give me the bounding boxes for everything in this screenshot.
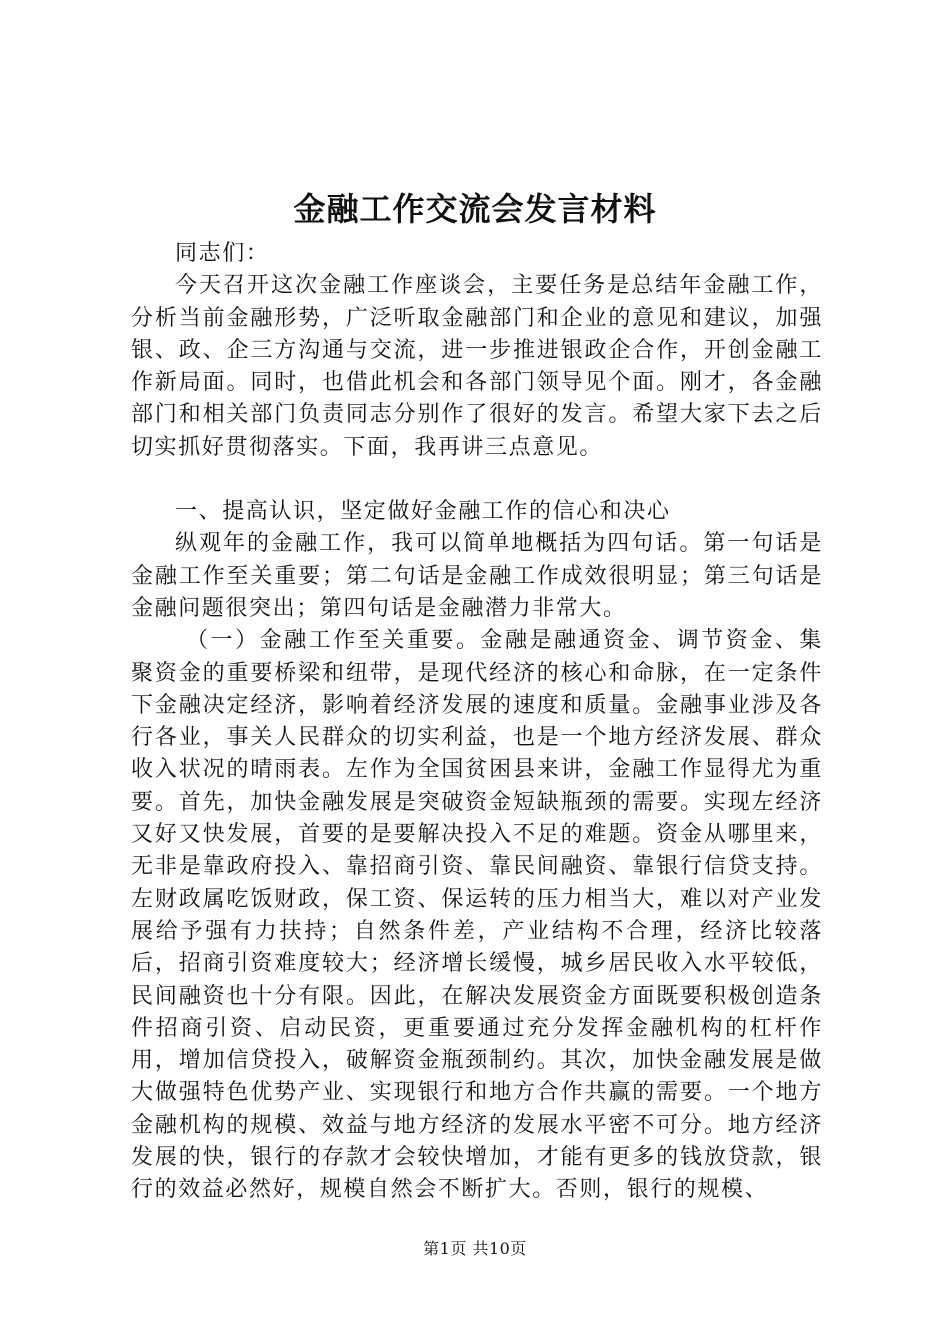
page-footer: 第1页 共10页 [423, 1239, 527, 1258]
document-body [131, 238, 823, 1207]
paragraph-overview: 纵观年的金融工作，我可以简单地概括为四句话。第一句话是金融工作至关重要；第二句话是金融工作成效很明显；第三句话是金融问题很突出；第四句话是金融潜力非常大。 [131, 531, 823, 621]
paragraph-intro: 今天召开这次金融工作座谈会，主要任务是总结年金融工作，分析当前金融形势，广泛听取金融部门和企业的意见和建议，加强银、政、企三方沟通与交流，进一步推进银政企合作，开创金融工作新局面。同时，也借此机会和各部门领导见个面。刚才，各金融部门和相关部门负责同志分别作了很好的发言。希望大家下去之后切实抓好贯彻落实。下面，我再讲三点意见。 [131, 273, 823, 460]
section-heading-1: 一、提高认识，坚定做好金融工作的信心和决心 [175, 499, 671, 525]
document-title: 金融工作交流会发言材料 [293, 190, 657, 228]
paragraph-subsection-1: （一）金融工作至关重要。金融是融通资金、调节资金、集聚资金的重要桥梁和纽带，是现代经济的核心和命脉，在一定条件下金融决定经济，影响着经济发展的速度和质量。金融事业涉及各行各业，事关人民群众的切实利益，也是一个地方经济发展、群众收入状况的晴雨表。左作为全国贫困县来讲，金融工作显得尤为重要。首先，加快金融发展是突破资金短缺瓶颈的需要。实现左经济又好又快发展，首要的是要解决投入不足的难题。资金从哪里来，无非是靠政府投入、靠招商引资、靠民间融资、靠银行信贷支持。左财政属吃饭财政，保工资、保运转的压力相当大，难以对产业发展给予强有力扶持；自然条件差，产业结构不合理，经济比较落后，招商引资难度较大；经济增长缓慢，城乡居民收入水平较低，民间融资也十分有限。因此，在解决发展资金方面既要积极创造条件招商引资、启动民资，更重要通过充分发挥金融机构的杠杆作用，增加信贷投入，破解资金瓶颈制约。其次，加快金融发展是做大做强特色优势产业、实现银行和地方合作共赢的需要。一个地方金融机构的规模、效益与地方经济的发展水平密不可分。地方经济发展的快，银行的存款才会较快增加，才能有更多的钱放贷款，银行的效益必然好，规模自然会不断扩大。否则，银行的规模、 [131, 628, 823, 1203]
salutation: 同志们： [175, 241, 270, 266]
